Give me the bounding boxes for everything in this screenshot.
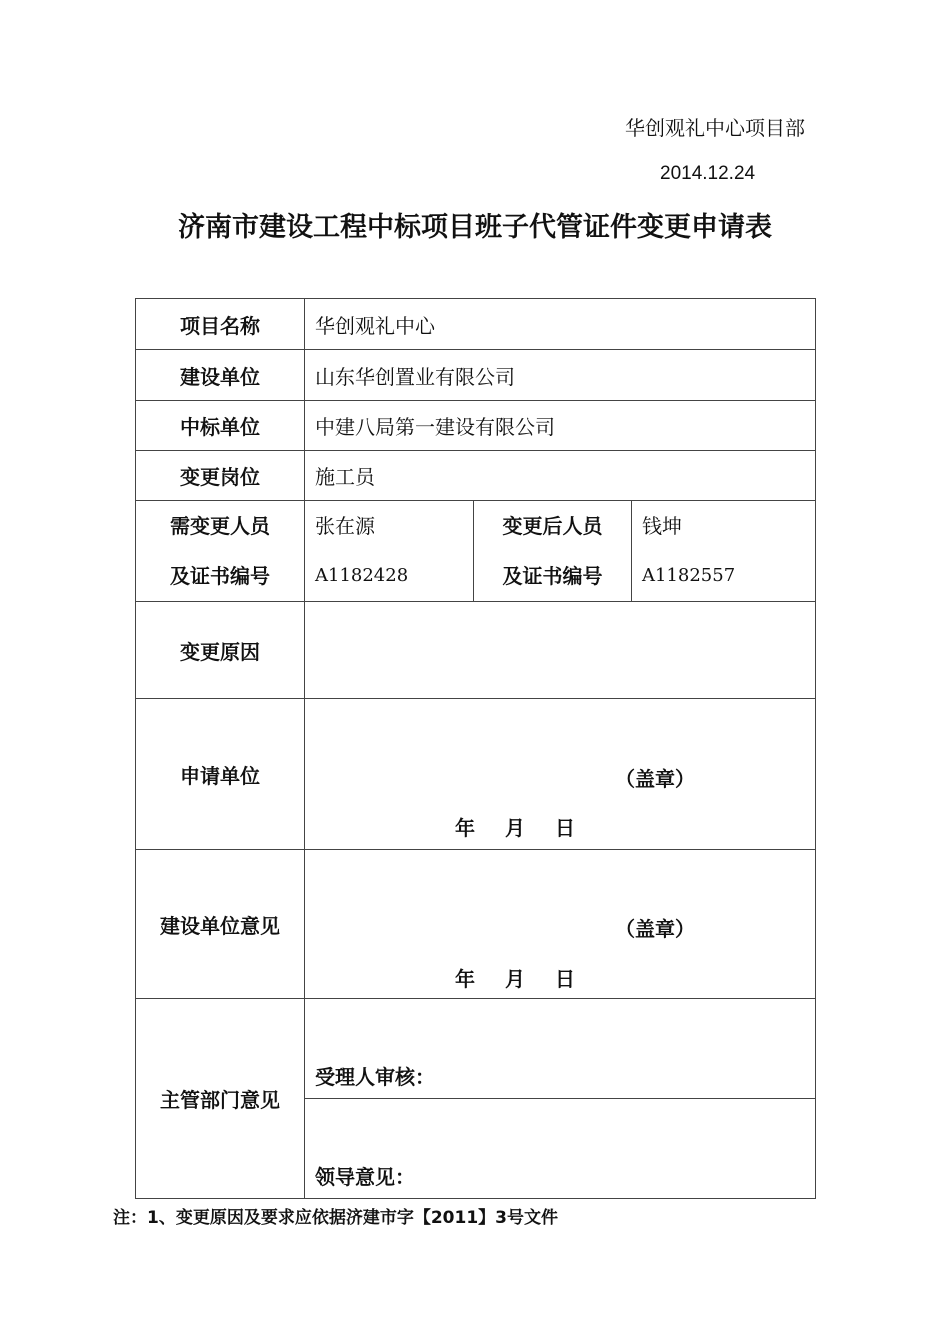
new-person-field[interactable] (632, 501, 816, 602)
day-label: 日 (555, 967, 575, 991)
row-reason (136, 602, 816, 699)
row-builder-opinion (136, 850, 816, 999)
row-personnel (136, 501, 816, 602)
old-person-label-line2: 及证书编号 (170, 564, 270, 588)
row-authority-reviewer (136, 999, 816, 1099)
new-person-cert: A1182557 (642, 565, 736, 586)
builder-field[interactable]: 山东华创置业有限公司 (305, 350, 816, 401)
new-person-label (474, 501, 632, 602)
builder-opinion-label: 建设单位意见 (136, 850, 305, 999)
old-person-label (136, 501, 305, 602)
winner-label: 中标单位 (136, 401, 305, 451)
row-builder (136, 350, 816, 401)
leader-opinion-field[interactable]: 领导意见： (305, 1099, 816, 1199)
builder-opinion-field[interactable] (305, 850, 816, 999)
application-form-table (135, 298, 816, 1199)
old-person-cert: A1182428 (315, 565, 409, 586)
position-field[interactable]: 施工员 (305, 451, 816, 501)
old-person-name: 张在源 (315, 514, 375, 538)
applicant-seal-text: （盖章） (615, 767, 695, 791)
old-person-label-line1: 需变更人员 (170, 514, 270, 538)
applicant-label: 申请单位 (136, 699, 305, 850)
builder-seal-text: （盖章） (615, 917, 695, 941)
applicant-signature-field[interactable] (305, 699, 816, 850)
project-name-field[interactable]: 华创观礼中心 (305, 299, 816, 350)
builder-label: 建设单位 (136, 350, 305, 401)
applicant-date-line (455, 812, 605, 841)
page-title: 济南市建设工程中标项目班子代管证件变更申请表 (178, 212, 772, 243)
reason-field[interactable] (305, 602, 816, 699)
authority-label: 主管部门意见 (136, 999, 305, 1199)
old-person-field[interactable] (305, 501, 474, 602)
row-project-name (136, 299, 816, 350)
year-label: 年 (455, 816, 475, 840)
reviewer-field[interactable]: 受理人审核： (305, 999, 816, 1099)
new-person-label-line1: 变更后人员 (502, 514, 603, 538)
winner-field[interactable]: 中建八局第一建设有限公司 (305, 401, 816, 451)
day-label: 日 (555, 816, 575, 840)
project-name-label: 项目名称 (136, 299, 305, 350)
footnote: 注：1、变更原因及要求应依据济建市字【2011】3号文件 (113, 1208, 558, 1228)
month-label: 月 (505, 816, 525, 840)
month-label: 月 (505, 967, 525, 991)
new-person-label-line2: 及证书编号 (502, 564, 603, 588)
department-name: 华创观礼中心项目部 (625, 116, 805, 140)
document-date: 2014.12.24 (660, 163, 756, 184)
year-label: 年 (455, 967, 475, 991)
reason-label: 变更原因 (136, 602, 305, 699)
row-position (136, 451, 816, 501)
builder-date-line (455, 963, 605, 992)
row-applicant (136, 699, 816, 850)
row-winner (136, 401, 816, 451)
position-label: 变更岗位 (136, 451, 305, 501)
new-person-name: 钱坤 (642, 514, 682, 538)
